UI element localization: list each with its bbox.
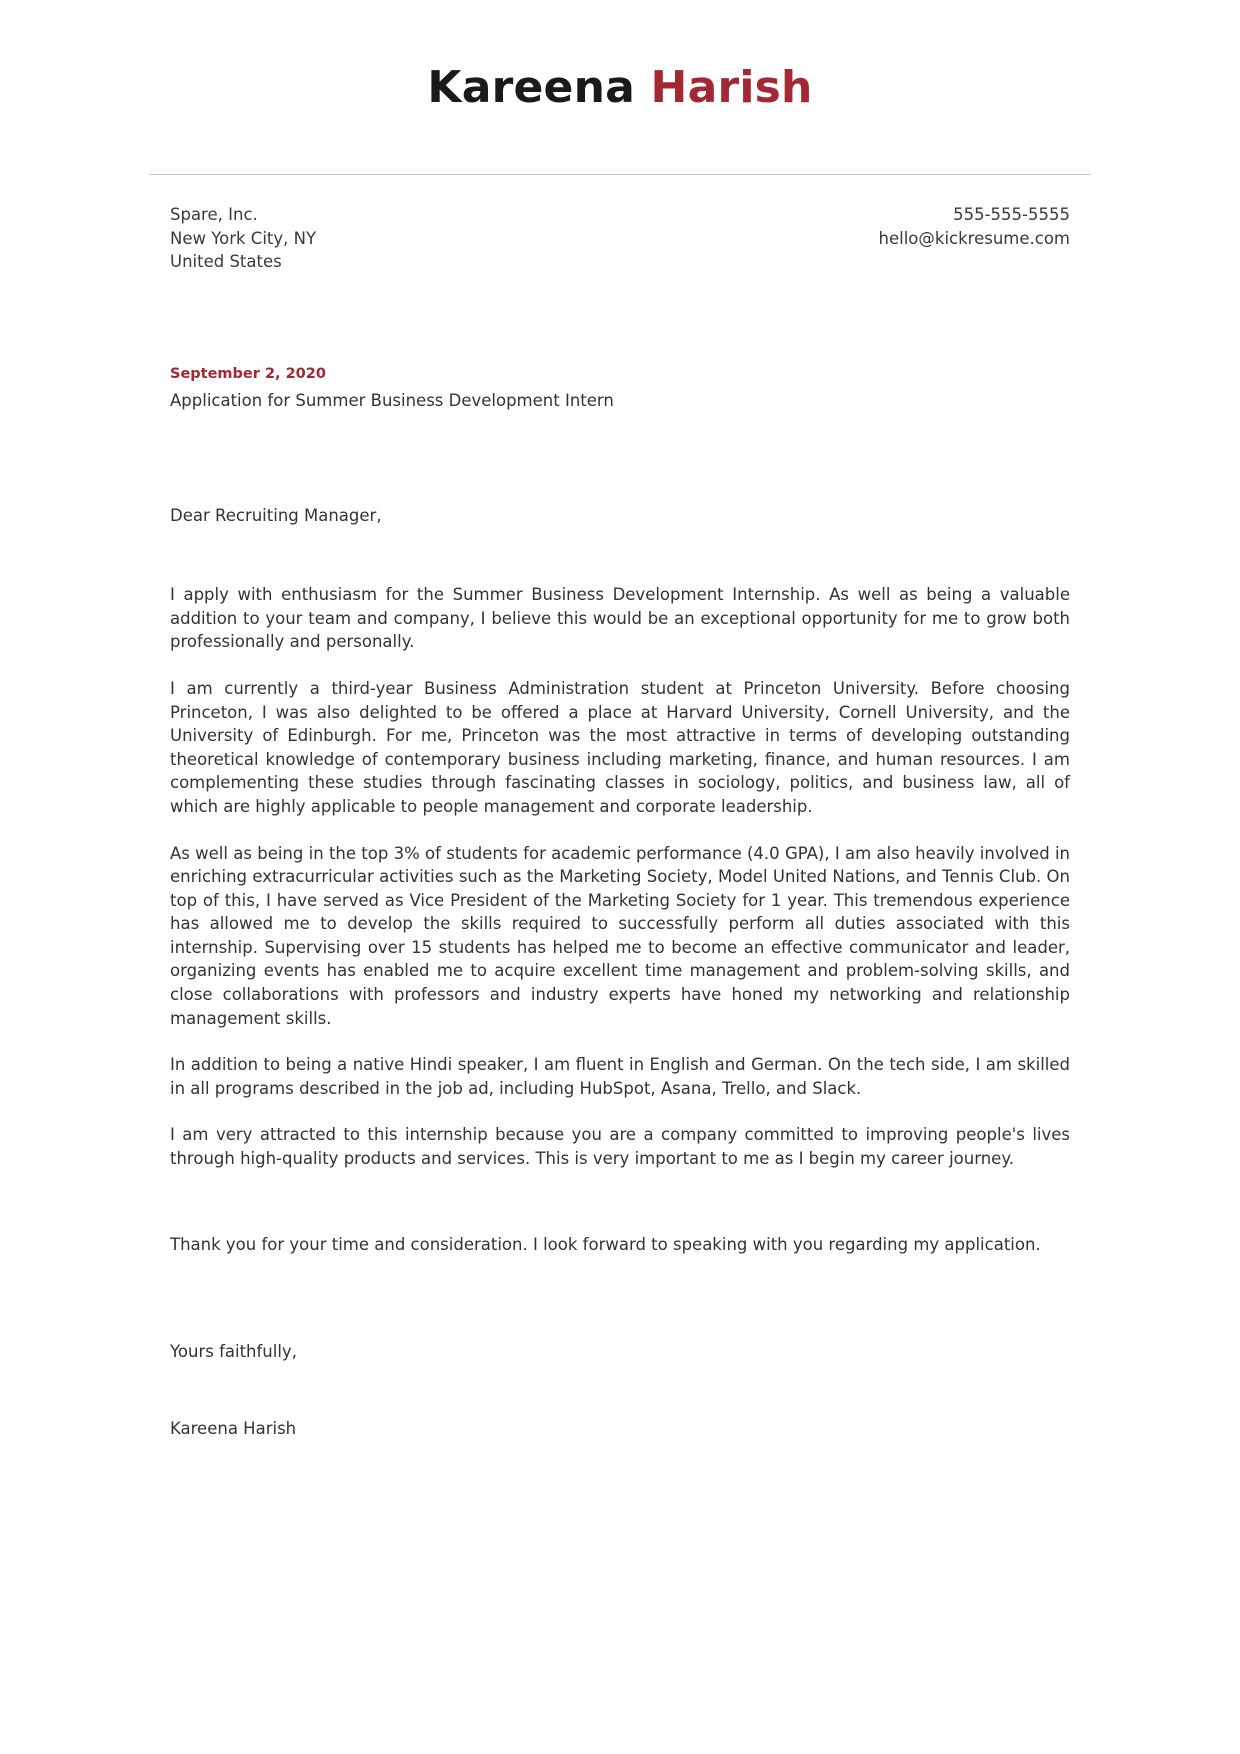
letter-subject: Application for Summer Business Development Intern [170,391,614,411]
letter-header [0,0,1240,112]
letter-paragraphs [170,583,1070,1170]
applicant-first-name: Kareena [427,62,636,113]
recipient-city: New York City, NY [170,228,317,248]
letter-meta [170,364,1070,415]
recipient-company: Spare, Inc. [170,205,258,225]
letter-signoff: Yours faithfully, [170,1341,297,1361]
letter-paragraph: I apply with enthusiasm for the Summer Business Development Internship. As well as being a valuable addition to your team and company, I believe this would be an exceptional opportunity for me to grow both professionally and personally. [170,585,1070,652]
letter-paragraph: As well as being in the top 3% of students for academic performance (4.0 GPA), I am also heavily involved in enriching extracurricular activities such as the Marketing Society, Model United Nations, and Tennis Club. On top of this, I have served as Vice President of the Marketing Society for 1 year. This tremendous experience has allowed me to develop the skills required to successfully perform all duties associated with this internship. Supervising over 15 students has helped me to become an effective communicator and leader, organizing events has enabled me to acquire excellent time management and problem-solving skills, and close collaborations with professors and industry experts have honed my networking and relationship management skills. [170,843,1070,1028]
sender-contact-block [879,203,1070,250]
letter-paragraph: I am currently a third-year Business Administration student at Princeton University. Before choosing Princeton, I was also delighted to be offered a place at Harvard University, Cornell University, and the University of Edinburgh. For me, Princeton was the most attractive in terms of developing outstanding theoretical knowledge of contemporary business including marketing, finance, and human resources. I am complementing these studies through fascinating classes in sociology, politics, and business law, all of which are highly applicable to people management and corporate leadership. [170,678,1070,816]
recipient-address-block [170,203,316,273]
sender-phone: 555-555-5555 [953,205,1070,225]
recipient-country: United States [170,252,282,272]
letter-closing-line: Thank you for your time and consideration. I look forward to speaking with you regarding my application. [170,1234,1041,1254]
letter-date: September 2, 2020 [170,365,326,382]
applicant-last-name: Harish [650,62,813,113]
applicant-name [0,64,1240,112]
letter-paragraph: In addition to being a native Hindi speaker, I am fluent in English and German. On the tech side, I am skilled in all programs described in the job ad, including HubSpot, Asana, Trello, and Slack. [170,1055,1070,1098]
letter-paragraph: I am very attracted to this internship because you are a company committed to improving people's lives through high-quality products and services. This is very important to me as I begin my career journey. [170,1125,1070,1169]
contact-row [170,203,1070,273]
letter-body-container [170,175,1070,1437]
letter-signature-name: Kareena Harish [170,1418,297,1438]
letter-salutation: Dear Recruiting Manager, [170,506,382,526]
sender-email[interactable]: hello@kickresume.com [878,228,1070,248]
